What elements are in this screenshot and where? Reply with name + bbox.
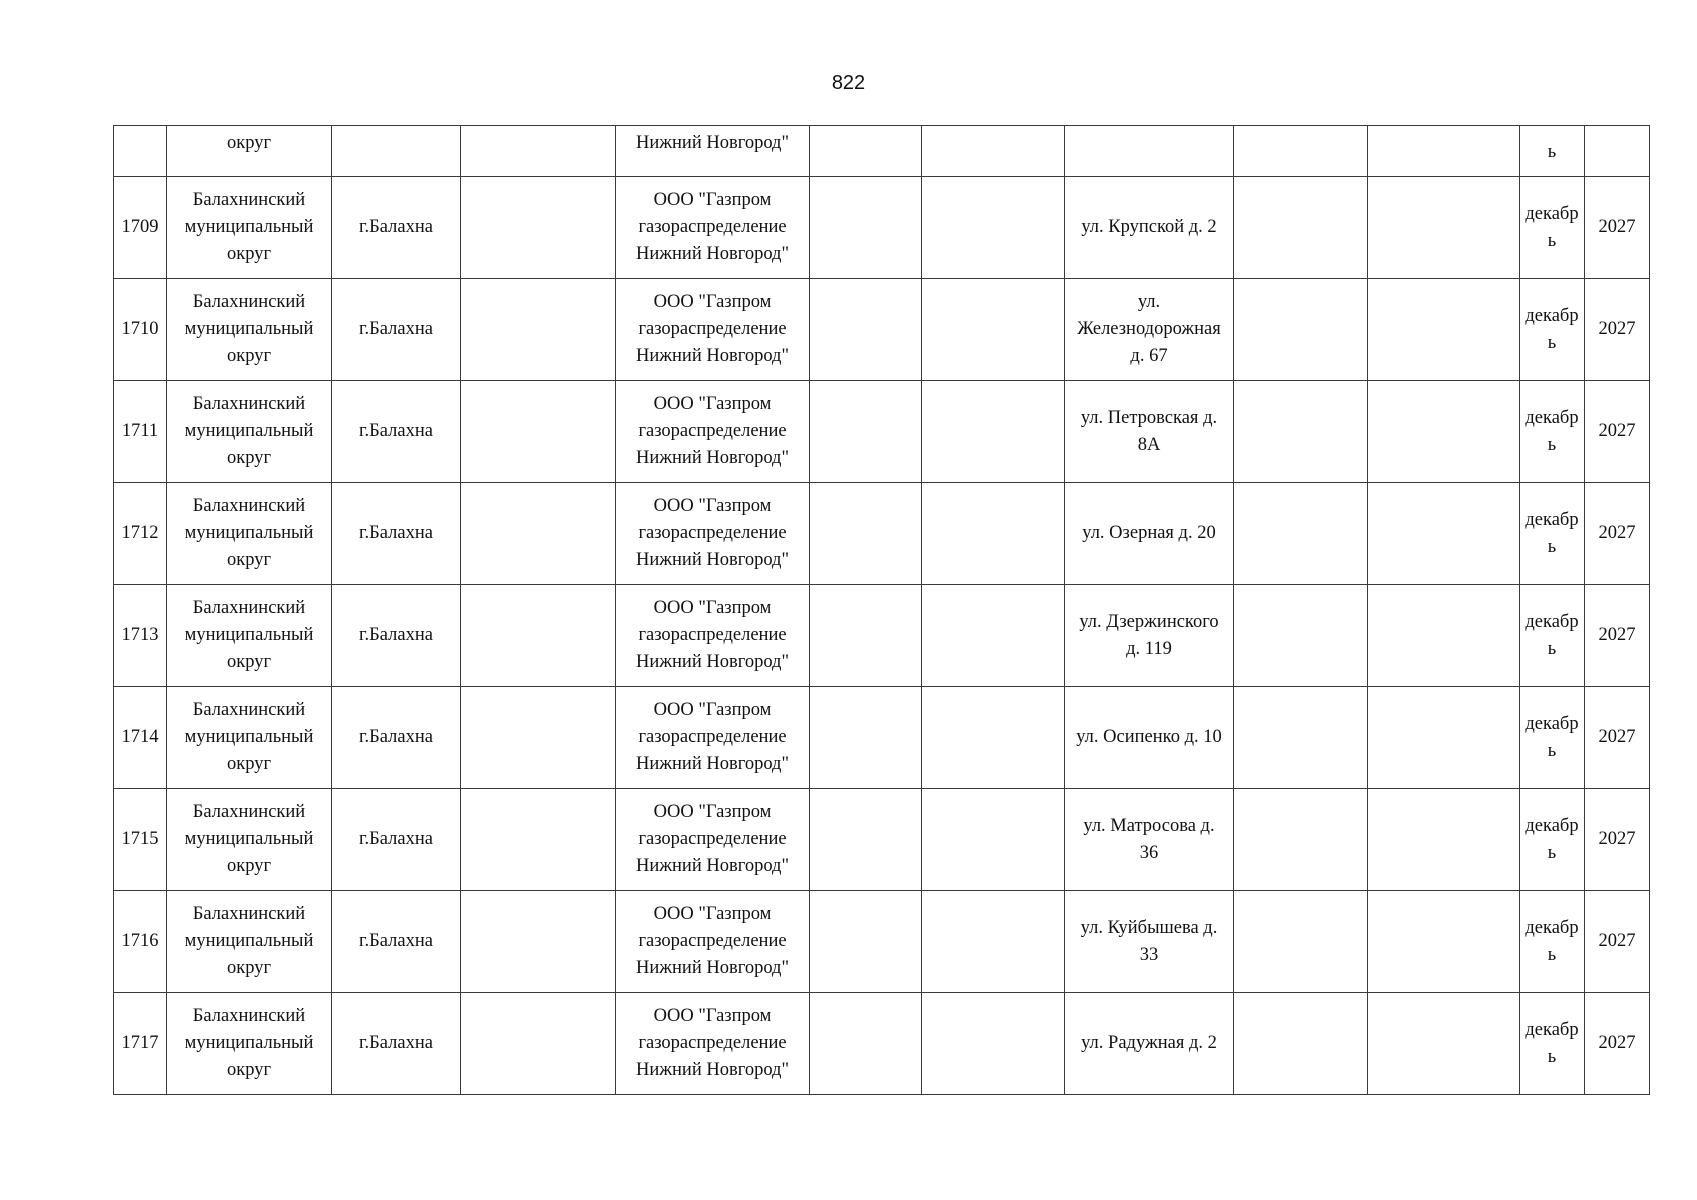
cell-month-line: декабр — [1525, 713, 1579, 734]
cell-empty — [810, 381, 922, 483]
cell-empty — [1368, 891, 1520, 993]
cell-row-number: 1713 — [114, 585, 167, 687]
cell-empty — [922, 177, 1065, 279]
cell-street-line: 36 — [1139, 842, 1159, 863]
cell-empty — [1368, 279, 1520, 381]
cell-month — [1520, 687, 1585, 789]
cell-municipality — [167, 279, 332, 381]
cell-month-line: ь — [1547, 944, 1557, 965]
cell-municipality-line: округ — [226, 550, 272, 570]
cell-city: г.Балахна — [332, 993, 461, 1095]
cell-municipality — [167, 789, 332, 891]
cell-street-line: ул. Матросова д. — [1083, 815, 1215, 836]
cell-city: г.Балахна — [332, 177, 461, 279]
cell-empty — [810, 585, 922, 687]
cell-municipality — [167, 993, 332, 1095]
cell-month-line: ь — [1547, 434, 1557, 455]
cell-street-line: ул. Радужная д. 2 — [1081, 1033, 1217, 1053]
cell-municipality — [167, 126, 332, 177]
cell-empty — [922, 687, 1065, 789]
table-body — [114, 126, 1650, 1095]
cell-month-line: декабр — [1525, 815, 1579, 836]
cell-empty — [461, 483, 616, 585]
cell-empty — [1234, 585, 1368, 687]
cell-year: 2027 — [1585, 789, 1650, 891]
data-table — [113, 125, 1650, 1095]
cell-row-number: 1709 — [114, 177, 167, 279]
cell-street-line: ул. Осипенко д. 10 — [1076, 727, 1222, 747]
cell-empty — [922, 585, 1065, 687]
cell-year: 2027 — [1585, 993, 1650, 1095]
cell-street — [1065, 891, 1234, 993]
cell-organization-line: Нижний Новгород" — [635, 958, 790, 978]
cell-organization-line: газораспределение — [638, 217, 787, 237]
cell-empty — [922, 483, 1065, 585]
cell-month-line: декабр — [1525, 1019, 1579, 1040]
cell-organization — [616, 279, 810, 381]
cell-empty — [922, 279, 1065, 381]
cell-organization-line: ООО "Газпром — [653, 1006, 772, 1026]
cell-month — [1520, 279, 1585, 381]
cell-municipality-line: Балахнинский — [192, 802, 306, 822]
cell-month-line: декабр — [1525, 509, 1579, 530]
cell-empty — [461, 891, 616, 993]
cell-year: 2027 — [1585, 585, 1650, 687]
cell-year: 2027 — [1585, 483, 1650, 585]
cell-empty — [461, 993, 616, 1095]
cell-municipality — [167, 891, 332, 993]
cell-row-number: 1716 — [114, 891, 167, 993]
cell-month-line: декабр — [1525, 611, 1579, 632]
cell-month-line: декабр — [1525, 203, 1579, 224]
cell-municipality-line: муниципальный — [184, 727, 314, 747]
cell-month-line: ь — [1547, 842, 1557, 863]
cell-empty-3 — [922, 126, 1065, 177]
cell-month — [1520, 381, 1585, 483]
cell-row-number: 1714 — [114, 687, 167, 789]
cell-street — [1065, 381, 1234, 483]
cell-empty-2 — [810, 126, 922, 177]
cell-year: 2027 — [1585, 687, 1650, 789]
table-row-continuation — [114, 126, 1650, 177]
cell-city: г.Балахна — [332, 483, 461, 585]
cell-year: 2027 — [1585, 279, 1650, 381]
cell-municipality — [167, 687, 332, 789]
cell-municipality-line: муниципальный — [184, 319, 314, 339]
cell-empty — [922, 993, 1065, 1095]
cell-organization-line: газораспределение — [638, 931, 787, 951]
cell-organization — [616, 687, 810, 789]
cell-empty — [461, 381, 616, 483]
cell-city: г.Балахна — [332, 687, 461, 789]
cell-municipality-line: Балахнинский — [192, 700, 306, 720]
cell-organization-line: Нижний Новгород" — [635, 346, 790, 366]
cell-empty — [810, 891, 922, 993]
cell-municipality-line: муниципальный — [184, 523, 314, 543]
cell-municipality — [167, 585, 332, 687]
cell-organization-line: Нижний Новгород" — [635, 754, 790, 774]
cell-municipality — [167, 483, 332, 585]
cell-organization-line: Нижний Новгород" — [635, 244, 790, 264]
cell-street-line: ул. Куйбышева д. — [1080, 917, 1218, 938]
cell-row-number: 1717 — [114, 993, 167, 1095]
cell-year: 2027 — [1585, 177, 1650, 279]
cell-organization-line: ООО "Газпром — [653, 700, 772, 720]
cell-month-line: ь — [1547, 536, 1557, 557]
cell-month — [1520, 585, 1585, 687]
cell-empty — [922, 381, 1065, 483]
cell-street — [1065, 279, 1234, 381]
cell-municipality-line: Балахнинский — [192, 394, 306, 414]
cell-empty — [1368, 381, 1520, 483]
table-row — [114, 687, 1650, 789]
cell-street-line: д. 119 — [1126, 638, 1172, 659]
cell-street-line: ул. Петровская д. — [1080, 407, 1218, 428]
cell-organization — [616, 993, 810, 1095]
cell-empty — [461, 789, 616, 891]
cell-street — [1065, 687, 1234, 789]
cell-empty — [1234, 687, 1368, 789]
cell-empty — [1368, 687, 1520, 789]
cell-month-line: ь — [1547, 1046, 1557, 1067]
cell-empty-5 — [1368, 126, 1520, 177]
cell-month-line: ь — [1547, 332, 1557, 353]
cell-municipality-line: округ — [226, 244, 272, 264]
cell-num — [114, 126, 167, 177]
cell-empty — [1368, 789, 1520, 891]
cell-month — [1520, 483, 1585, 585]
cell-empty — [1368, 177, 1520, 279]
cell-year: 2027 — [1585, 381, 1650, 483]
cell-organization-line: ООО "Газпром — [653, 292, 772, 312]
cell-empty — [922, 789, 1065, 891]
cell-street-line: 8А — [1137, 434, 1161, 455]
table-row — [114, 381, 1650, 483]
cell-street-line: Железнодорожная — [1077, 319, 1221, 339]
cell-city: г.Балахна — [332, 585, 461, 687]
cell-street-line: ул. Дзержинского — [1079, 611, 1219, 632]
cell-municipality — [167, 177, 332, 279]
cell-city: г.Балахна — [332, 279, 461, 381]
cell-street — [1065, 585, 1234, 687]
table-row — [114, 891, 1650, 993]
cell-empty — [810, 177, 922, 279]
cell-organization — [616, 177, 810, 279]
cell-street-line: 33 — [1139, 944, 1159, 965]
cell-organization-line: газораспределение — [638, 727, 787, 747]
cell-month — [1520, 126, 1585, 177]
cell-organization-line: ООО "Газпром — [653, 802, 772, 822]
cell-empty — [922, 891, 1065, 993]
cell-month-line: декабр — [1525, 917, 1579, 938]
cell-street — [1065, 177, 1234, 279]
cell-row-number: 1712 — [114, 483, 167, 585]
cell-organization-line: газораспределение — [638, 829, 787, 849]
cell-organization-line: газораспределение — [638, 421, 787, 441]
cell-empty — [461, 279, 616, 381]
cell-month — [1520, 891, 1585, 993]
cell-street-line: ул. Крупской д. 2 — [1081, 217, 1217, 237]
cell-empty — [810, 279, 922, 381]
cell-organization-line: газораспределение — [638, 523, 787, 543]
cell-empty — [810, 789, 922, 891]
cell-empty — [1234, 177, 1368, 279]
cell-municipality-line: Балахнинский — [192, 496, 306, 516]
cell-municipality-line: муниципальный — [184, 421, 314, 441]
cell-municipality-line: округ — [226, 1060, 272, 1080]
cell-month-line: декабр — [1525, 407, 1579, 428]
cell-street — [1065, 483, 1234, 585]
table-row — [114, 789, 1650, 891]
cell-municipality-line: муниципальный — [184, 931, 314, 951]
cell-month-line: ь — [1547, 740, 1557, 761]
cell-organization-line: Нижний Новгород" — [635, 652, 790, 672]
cell-row-number: 1710 — [114, 279, 167, 381]
cell-street-line: д. 67 — [1130, 346, 1168, 366]
cell-row-number: 1711 — [114, 381, 167, 483]
table-row — [114, 279, 1650, 381]
cell-organization — [616, 891, 810, 993]
cell-empty — [1368, 585, 1520, 687]
cell-empty — [1368, 993, 1520, 1095]
table-row — [114, 585, 1650, 687]
table-row — [114, 177, 1650, 279]
cell-street-line: ул. Озерная д. 20 — [1082, 523, 1216, 543]
cell-month-line: декабр — [1525, 305, 1579, 326]
cell-street — [1065, 993, 1234, 1095]
cell-month-line: ь — [1547, 638, 1557, 659]
cell-organization-line: газораспределение — [638, 1033, 787, 1053]
cell-municipality-line: Балахнинский — [192, 190, 306, 210]
cell-empty — [810, 687, 922, 789]
cell-municipality-line: муниципальный — [184, 625, 314, 645]
cell-empty-4 — [1234, 126, 1368, 177]
cell-row-number: 1715 — [114, 789, 167, 891]
cell-municipality-line: Балахнинский — [192, 1006, 306, 1026]
cell-organization-line: Нижний Новгород" — [635, 133, 790, 153]
cell-street-line: ул. — [1137, 292, 1161, 312]
cell-municipality-line: муниципальный — [184, 217, 314, 237]
cell-month — [1520, 789, 1585, 891]
cell-organization-line: ООО "Газпром — [653, 496, 772, 516]
cell-empty — [461, 177, 616, 279]
cell-municipality-line: муниципальный — [184, 1033, 314, 1053]
cell-month — [1520, 993, 1585, 1095]
cell-organization-line: Нижний Новгород" — [635, 550, 790, 570]
cell-empty — [1234, 381, 1368, 483]
cell-month — [1520, 177, 1585, 279]
cell-year — [1585, 126, 1650, 177]
cell-organization-line: ООО "Газпром — [653, 394, 772, 414]
cell-organization-line: Нижний Новгород" — [635, 1060, 790, 1080]
cell-empty — [1234, 891, 1368, 993]
cell-empty — [810, 993, 922, 1095]
cell-municipality-line: Балахнинский — [192, 904, 306, 924]
cell-organization — [616, 483, 810, 585]
cell-month-line: ь — [1547, 141, 1557, 162]
cell-city: г.Балахна — [332, 381, 461, 483]
page-number: 822 — [831, 72, 866, 94]
cell-municipality — [167, 381, 332, 483]
cell-organization-line: газораспределение — [638, 625, 787, 645]
cell-month-line: ь — [1547, 230, 1557, 251]
cell-city: г.Балахна — [332, 789, 461, 891]
cell-municipality-line: округ — [226, 133, 272, 153]
cell-empty — [1234, 483, 1368, 585]
cell-organization — [616, 789, 810, 891]
cell-municipality-line: округ — [226, 958, 272, 978]
table-row — [114, 993, 1650, 1095]
cell-organization — [616, 126, 810, 177]
cell-organization-line: газораспределение — [638, 319, 787, 339]
cell-organization — [616, 585, 810, 687]
cell-municipality-line: округ — [226, 652, 272, 672]
cell-municipality-line: округ — [226, 346, 272, 366]
cell-organization-line: ООО "Газпром — [653, 598, 772, 618]
cell-municipality-line: округ — [226, 754, 272, 774]
cell-empty — [1234, 279, 1368, 381]
cell-street — [1065, 789, 1234, 891]
cell-empty — [1368, 483, 1520, 585]
cell-organization-line: Нижний Новгород" — [635, 856, 790, 876]
cell-organization-line: Нижний Новгород" — [635, 448, 790, 468]
cell-city: г.Балахна — [332, 891, 461, 993]
cell-organization-line: ООО "Газпром — [653, 904, 772, 924]
cell-street — [1065, 126, 1234, 177]
cell-organization — [616, 381, 810, 483]
cell-city — [332, 126, 461, 177]
table-row — [114, 483, 1650, 585]
cell-empty-1 — [461, 126, 616, 177]
cell-year: 2027 — [1585, 891, 1650, 993]
cell-empty — [1234, 789, 1368, 891]
cell-municipality-line: Балахнинский — [192, 598, 306, 618]
cell-municipality-line: муниципальный — [184, 829, 314, 849]
cell-empty — [810, 483, 922, 585]
cell-empty — [1234, 993, 1368, 1095]
cell-municipality-line: Балахнинский — [192, 292, 306, 312]
cell-empty — [461, 687, 616, 789]
cell-organization-line: ООО "Газпром — [653, 190, 772, 210]
cell-municipality-line: округ — [226, 448, 272, 468]
cell-municipality-line: округ — [226, 856, 272, 876]
cell-empty — [461, 585, 616, 687]
